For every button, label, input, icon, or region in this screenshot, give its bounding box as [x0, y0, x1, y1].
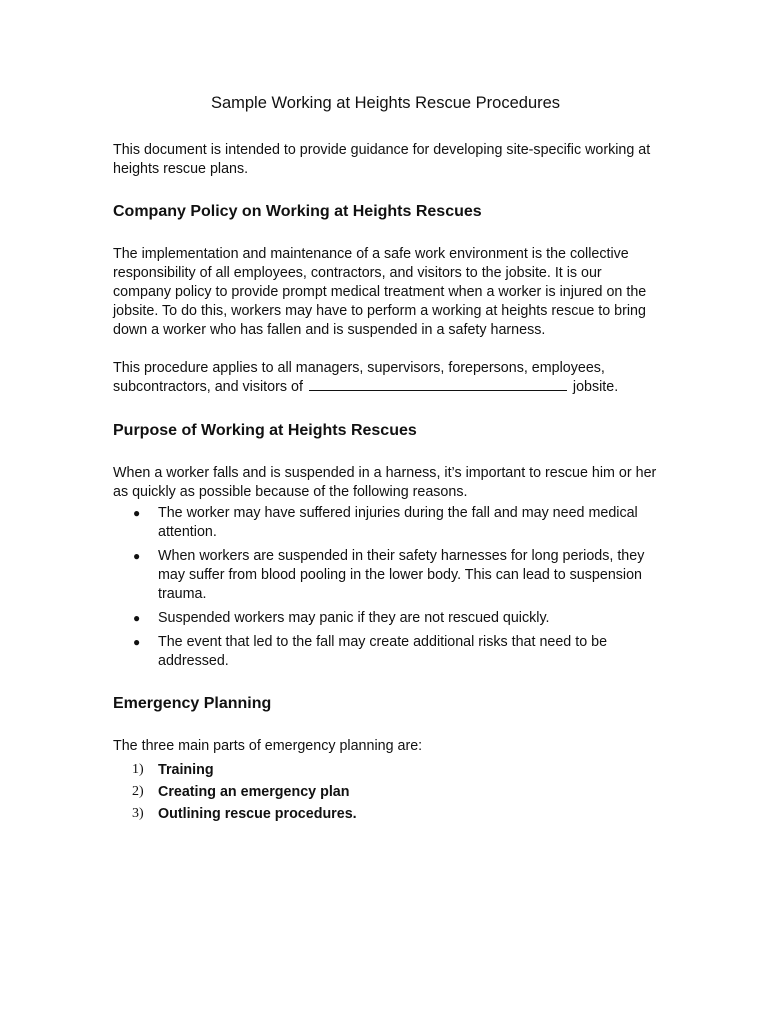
list-item-text: The event that led to the fall may create additional risks that need to be addressed.: [158, 634, 608, 669]
list-item: [113, 759, 658, 781]
scope-text: This procedure applies to all managers, supervisors, forepersons, employees, subcontractors, and visitors of: [113, 360, 605, 395]
list-item: [113, 803, 658, 825]
list-item-text: When workers are suspended in their safety harnesses for long periods, they may suffer from blood pooling in the lower body. This can lead to suspension trauma.: [158, 548, 645, 602]
scope-paragraph: [113, 359, 658, 397]
list-item: [113, 609, 658, 628]
list-item: [113, 781, 658, 803]
purpose-lead-paragraph: When a worker falls and is suspended in a harness, it’s important to rescue him or her as quickly as possible because of the following reasons.: [113, 465, 657, 500]
purpose-bullet-list: [113, 504, 658, 671]
list-number: 2): [132, 784, 144, 799]
list-number: 1): [132, 762, 144, 777]
jobsite-name-blank[interactable]: [309, 378, 567, 391]
list-item-text: The worker may have suffered injuries during the fall and may need medical attention.: [158, 505, 638, 540]
section-heading-emergency-planning: Emergency Planning: [113, 695, 272, 712]
list-item-text: Outlining rescue procedures.: [158, 806, 357, 822]
list-item-text: Training: [158, 762, 214, 778]
scope-suffix: jobsite.: [572, 379, 619, 395]
bullet-icon: ●: [133, 506, 141, 520]
list-item: [113, 504, 658, 542]
bullet-icon: ●: [133, 635, 141, 649]
policy-paragraph: The implementation and maintenance of a safe work environment is the collective responsibility of all employees, contractors, and visitors to the jobsite. It is our company policy to provide prompt medical treatment when a worker is injured on the jobsite. To do this, workers may have to perform a working at heights rescue to bring down a worker who has fallen and is suspended in a safety harness.: [113, 246, 647, 338]
list-item-text: Suspended workers may panic if they are not rescued quickly.: [158, 610, 550, 626]
bullet-icon: ●: [133, 549, 141, 563]
document-title: Sample Working at Heights Rescue Procedures: [210, 94, 561, 112]
list-item: [113, 633, 658, 671]
section-heading-company-policy: Company Policy on Working at Heights Rescues: [113, 203, 482, 220]
list-number: 3): [132, 806, 144, 821]
document-body: [113, 92, 658, 825]
intro-paragraph: This document is intended to provide guidance for developing site-specific working at heights rescue plans.: [113, 142, 651, 177]
list-item-text: Creating an emergency plan: [158, 784, 350, 800]
bullet-icon: ●: [133, 611, 141, 625]
emergency-lead-paragraph: The three main parts of emergency planning are:: [113, 738, 423, 754]
emergency-numbered-list: [113, 759, 658, 825]
section-heading-purpose: Purpose of Working at Heights Rescues: [113, 422, 417, 439]
list-item: [113, 547, 658, 604]
